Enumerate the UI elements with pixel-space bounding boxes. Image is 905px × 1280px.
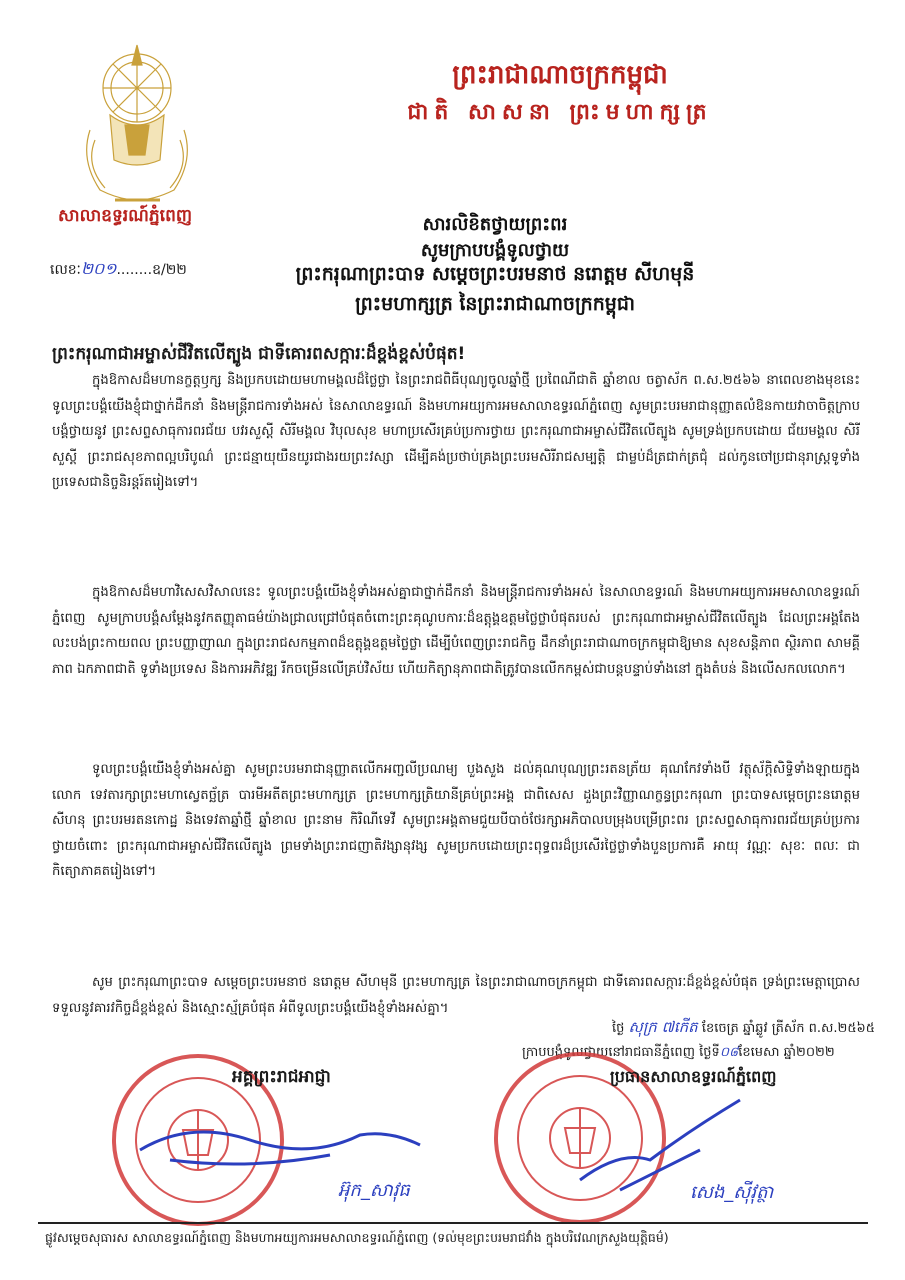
body-paragraph-4: សូម ព្រះករុណាព្រះបាទ សម្តេចព្រះបរមនាថ នរោត្តម សីហមុនី ព្រះមហាក្សត្រ នៃព្រះរាជាណាចក្រកម្ពុជា ជាទីគោរពសក្ការៈដ៏ខ្ពង់ខ្ពស់បំផុត ទ្រង់ព្រះមេត្តាប្រោសទទួលនូវគារវកិច្ចដ៏ខ្ពង់ខ្ពស់ និងស្មោះស្ម័គ្របំផុត អំពីទូលព្រះបង្គំយើងខ្ញុំទាំងអស់គ្នា។ (52, 975, 860, 1016)
national-motto: ជាតិ សាសនា ព្រះមហាក្សត្រ (407, 100, 713, 125)
footer-divider (38, 1222, 868, 1224)
signatory-title-right: ប្រធានសាលាឧទ្ធរណ៍ភ្នំពេញ (610, 1067, 777, 1086)
addressee-line-2: ព្រះមហាក្សត្រ នៃព្រះរាជាណាចក្រកម្ពុជា (355, 293, 635, 315)
letter-title: សារលិខិតថ្វាយព្រះពរ (422, 214, 568, 235)
reference-suffix: ........ឧ/២២ (116, 262, 187, 278)
signature-left-icon (130, 1110, 430, 1180)
signatory-name-right: សេង_ស៊ីវុត្ថា (690, 1182, 774, 1203)
salutation: ព្រះករុណាជាអម្ចាស់ជីវិតលើត្បូង ជាទីគោរពសក្ការៈដ៏ខ្ពង់ខ្ពស់បំផុត! (52, 344, 466, 364)
lunar-date-handwritten: សុក្រ ៧កើត (628, 1018, 698, 1036)
reference-prefix: លេខៈ (50, 262, 81, 278)
footer-address: ផ្លូវសម្តេចសុធារស សាលាឧទ្ធរណ៍ភ្នំពេញ និងមហាអយ្យការអមសាលាឧទ្ធរណ៍ភ្នំពេញ (ទល់មុខព្រះបរមរាជវាំង ក្នុងបរិវេណក្រសួងយុត្តិធម៌) (45, 1230, 669, 1245)
signatory-title-left: អគ្គព្រះរាជអាជ្ញា (232, 1067, 331, 1087)
lunar-date-line (612, 1018, 875, 1040)
letter-subtitle: សូមក្រាបបង្គំទូលថ្វាយ (420, 240, 570, 261)
reference-number-handwritten: ២០១ (80, 259, 117, 278)
body-paragraph-3: ទូលព្រះបង្គំយើងខ្ញុំទាំងអស់គ្នា សូមព្រះបរមរាជានុញ្ញាតលើកអញ្ជលីប្រណម្យ បួងសួង ដល់គុណបុណ្យព្រះរតនត្រ័យ គុណកែវទាំងបី វត្ថុស័ក្តិសិទ្ធិទាំងឡាយក្នុងលោក ទេវតារក្សាព្រះមហាស្វេតច្ឆ័ត្រ បារមីអតីតព្រះមហាក្សត្រ ព្រះមហាក្សត្រិយានីគ្រប់ព្រះអង្គ ជាពិសេស ដួងព្រះវិញ្ញាណក្ខន្ធព្រះករុណា ព្រះបាទសម្តេចព្រះនរោត្តម សីហនុ ព្រះបរមរតនកោដ្ឋ និងទេវតាឆ្នាំថ្មី ឆ្នាំខាល ព្រះនាម កិរិណីទេវី សូមព្រះអង្គតាមជួយបីបាច់ថែរក្សាអភិបាលបម្រុងបម្រើព្រះពរ ព្រះសព្ទសាធុការពរជ័យគ្រប់ប្រការថ្វាយចំពោះ ព្រះករុណាជាអម្ចាស់ជីវិតលើត្បូង ព្រមទាំងព្រះរាជញាតិវង្សានុវង្ស សូមប្រកបដោយព្រះពុទ្ធពរដ៏ប្រសើរថ្លៃថ្លាទាំងបួនប្រការគឺ អាយុ វណ្ណៈ សុខៈ ពលៈ ជាកិត្យោភាគតរៀងទៅ។ (52, 762, 860, 879)
royal-emblem-icon (70, 40, 205, 210)
place-date-day: ០៨ (719, 1045, 739, 1060)
court-name: សាលាឧទ្ធរណ៍ភ្នំពេញ (58, 206, 193, 226)
signatory-name-left: អ៊ុក_សាវុធ (338, 1180, 410, 1201)
body-paragraph-1: ក្នុងឱកាសដ៏មហានក្ខត្តឫក្ស និងប្រកបដោយមហាមង្គលដ៏ថ្លៃថ្លា នៃព្រះរាជពិធីបុណ្យចូលឆ្នាំថ្មី ប្រពៃណីជាតិ ឆ្នាំខាល ចត្វាស័ក ព.ស.២៥៦៦ នាពេលខាងមុខនេះ ទូលព្រះបង្គំយើងខ្ញុំជាថ្នាក់ដឹកនាំ និងមន្ត្រីរាជការទាំងអស់ នៃសាលាឧទ្ធរណ៍ និងមហាអយ្យការអមសាលាឧទ្ធរណ៍ភ្នំពេញ សូមព្រះបរមរាជានុញ្ញាតលំឱនកាយវាចាចិត្តក្រាបបង្គំថ្វាយនូវ ព្រះសព្ទសាធុការពរជ័យ បវរសួស្តី សិរីមង្គល វិបុលសុខ មហាប្រសើរគ្រប់ប្រការថ្វាយ ព្រះករុណាជាអម្ចាស់ជីវិតលើត្បូង សូមទ្រង់ប្រកបដោយ ជ័យមង្គល សិរីសួស្តី ព្រះរាជសុខភាពល្អបរិបូណ៌ ព្រះជន្មាយុយឺនយូរជាងរយព្រះវស្សា ដើម្បីគង់ប្រថាប់គ្រងព្រះបរមសិរីរាជសម្បត្តិ ជាម្លប់ដ៏ត្រជាក់ត្រជុំ ដល់កូនចៅប្រជានុរាស្ត្រទូទាំងប្រទេសជានិច្ចនិរន្តរ៍តរៀងទៅ។ (52, 373, 860, 490)
addressee-line-1: ព្រះករុណាព្រះបាទ សម្តេចព្រះបរមនាថ នរោត្តម សីហមុនី (295, 263, 695, 285)
lunar-date-suffix: ខែចេត្រ ឆ្នាំឆ្លូវ ត្រីស័ក ព.ស.២៥៦៥ (701, 1021, 875, 1036)
place-date-prefix: ក្រាបបង្គំទូលថ្វាយនៅរាជធានីភ្នំពេញ ថ្ងៃទី (522, 1045, 720, 1060)
body-paragraph-2: ក្នុងឱកាសដ៏មហាវិសេសវិសាលនេះ ទូលព្រះបង្គំយើងខ្ញុំទាំងអស់គ្នាជាថ្នាក់ដឹកនាំ និងមន្ត្រីរាជការទាំងអស់ នៃសាលាឧទ្ធរណ៍ និងមហាអយ្យការអមសាលាឧទ្ធរណ៍ភ្នំពេញ សូមក្រាបបង្គំសម្តែងនូវកតញ្ញុតាធម៌យ៉ាងជ្រាលជ្រៅបំផុតចំពោះព្រះគុណូបការៈដ៏ឧត្តុង្គឧត្តមថ្លៃថ្លាបំផុតរបស់ ព្រះករុណាជាអម្ចាស់ជីវិតលើត្បូង ដែលព្រះអង្គតែងលះបង់ព្រះកាយពល ព្រះបញ្ញាញាណ ក្នុងព្រះរាជសកម្មភាពដ៏ឧត្តុង្គឧត្តមថ្លៃថ្លា ដើម្បីបំពេញព្រះរាជកិច្ច ដឹកនាំព្រះរាជាណាចក្រកម្ពុជាឱ្យមាន សុខសន្តិភាព ស្ថិរភាព សាមគ្គីភាព ឯកភាពជាតិ ទូទាំងប្រទេស និងការអភិវឌ្ឍ រីកចម្រើនលើគ្រប់វិស័យ ហើយកិត្យានុភាពជាតិត្រូវបានលើកកម្ពស់ជាបន្តបន្ទាប់ទាំងនៅ ក្នុងតំបន់ និងលើសកលលោក។ (52, 585, 860, 677)
lunar-date-prefix: ថ្ងៃ (612, 1021, 625, 1036)
place-date-suffix: ខែមេសា ឆ្នាំ២០២២ (738, 1045, 835, 1060)
kingdom-title: ព្រះរាជាណាចក្រកម្ពុជា (452, 60, 668, 90)
